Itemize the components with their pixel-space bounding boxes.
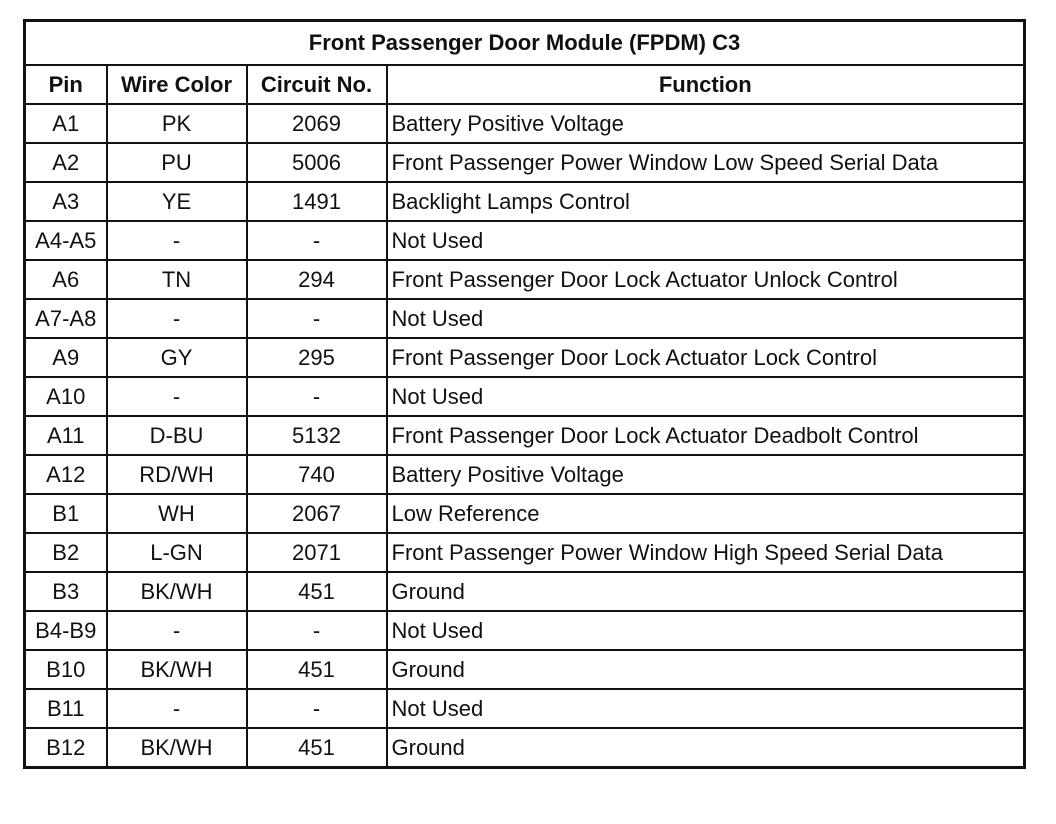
wire-color-cell: BK/WH — [107, 572, 247, 611]
function-cell: Battery Positive Voltage — [387, 455, 1025, 494]
wire-color-cell: PU — [107, 143, 247, 182]
pin-cell: A4-A5 — [25, 221, 107, 260]
circuit-no-cell: 5006 — [247, 143, 387, 182]
circuit-no-cell: - — [247, 221, 387, 260]
pin-cell: A1 — [25, 104, 107, 143]
function-cell: Low Reference — [387, 494, 1025, 533]
table-row — [25, 377, 1025, 416]
pin-cell: B4-B9 — [25, 611, 107, 650]
wire-color-cell: L-GN — [107, 533, 247, 572]
pin-cell: A6 — [25, 260, 107, 299]
header-row — [25, 65, 1025, 104]
wire-color-cell: BK/WH — [107, 650, 247, 689]
pin-cell: B10 — [25, 650, 107, 689]
pin-cell: B1 — [25, 494, 107, 533]
circuit-no-cell: - — [247, 299, 387, 338]
pin-cell: A10 — [25, 377, 107, 416]
table-row — [25, 572, 1025, 611]
table-row — [25, 494, 1025, 533]
pin-cell: A3 — [25, 182, 107, 221]
circuit-no-cell: - — [247, 377, 387, 416]
pin-cell: A2 — [25, 143, 107, 182]
function-cell: Backlight Lamps Control — [387, 182, 1025, 221]
circuit-no-cell: 295 — [247, 338, 387, 377]
wire-color-cell: - — [107, 221, 247, 260]
circuit-no-cell: - — [247, 611, 387, 650]
table-row — [25, 689, 1025, 728]
table-body — [25, 104, 1025, 768]
function-cell: Front Passenger Door Lock Actuator Deadbolt Control — [387, 416, 1025, 455]
wire-color-cell: - — [107, 689, 247, 728]
function-cell: Ground — [387, 572, 1025, 611]
pin-cell: B2 — [25, 533, 107, 572]
function-cell: Front Passenger Door Lock Actuator Unlock Control — [387, 260, 1025, 299]
function-cell: Not Used — [387, 611, 1025, 650]
circuit-no-cell: 1491 — [247, 182, 387, 221]
pin-cell: B3 — [25, 572, 107, 611]
function-cell: Not Used — [387, 377, 1025, 416]
pin-cell: A7-A8 — [25, 299, 107, 338]
pin-cell: A12 — [25, 455, 107, 494]
table-row — [25, 104, 1025, 143]
wire-color-cell: YE — [107, 182, 247, 221]
wire-color-cell: - — [107, 377, 247, 416]
wire-color-cell: RD/WH — [107, 455, 247, 494]
table-row — [25, 455, 1025, 494]
table-row — [25, 416, 1025, 455]
pin-cell: B12 — [25, 728, 107, 768]
circuit-no-cell: 2071 — [247, 533, 387, 572]
circuit-no-cell: - — [247, 689, 387, 728]
function-cell: Ground — [387, 728, 1025, 768]
header-pin: Pin — [25, 65, 107, 104]
table-title: Front Passenger Door Module (FPDM) C3 — [25, 21, 1025, 66]
wire-color-cell: - — [107, 611, 247, 650]
table-row — [25, 143, 1025, 182]
wire-color-cell: WH — [107, 494, 247, 533]
circuit-no-cell: 2067 — [247, 494, 387, 533]
wire-color-cell: GY — [107, 338, 247, 377]
circuit-no-cell: 451 — [247, 650, 387, 689]
function-cell: Front Passenger Door Lock Actuator Lock Control — [387, 338, 1025, 377]
wire-color-cell: - — [107, 299, 247, 338]
table-row — [25, 338, 1025, 377]
function-cell: Front Passenger Power Window High Speed Serial Data — [387, 533, 1025, 572]
wire-color-cell: TN — [107, 260, 247, 299]
pin-cell: A11 — [25, 416, 107, 455]
wire-color-cell: PK — [107, 104, 247, 143]
function-cell: Front Passenger Power Window Low Speed Serial Data — [387, 143, 1025, 182]
header-wire-color: Wire Color — [107, 65, 247, 104]
wire-color-cell: BK/WH — [107, 728, 247, 768]
circuit-no-cell: 2069 — [247, 104, 387, 143]
function-cell: Not Used — [387, 689, 1025, 728]
table-row — [25, 650, 1025, 689]
header-circuit-no: Circuit No. — [247, 65, 387, 104]
function-cell: Not Used — [387, 221, 1025, 260]
table-row — [25, 260, 1025, 299]
circuit-no-cell: 5132 — [247, 416, 387, 455]
table-row — [25, 221, 1025, 260]
function-cell: Ground — [387, 650, 1025, 689]
table-row — [25, 611, 1025, 650]
table-row — [25, 728, 1025, 768]
header-function: Function — [387, 65, 1025, 104]
function-cell: Battery Positive Voltage — [387, 104, 1025, 143]
circuit-no-cell: 294 — [247, 260, 387, 299]
title-row — [25, 21, 1025, 66]
wire-color-cell: D-BU — [107, 416, 247, 455]
circuit-no-cell: 740 — [247, 455, 387, 494]
pin-cell: A9 — [25, 338, 107, 377]
connector-pinout-table — [23, 19, 1026, 769]
circuit-no-cell: 451 — [247, 572, 387, 611]
table-row — [25, 299, 1025, 338]
pin-cell: B11 — [25, 689, 107, 728]
table-row — [25, 533, 1025, 572]
function-cell: Not Used — [387, 299, 1025, 338]
table-row — [25, 182, 1025, 221]
circuit-no-cell: 451 — [247, 728, 387, 768]
